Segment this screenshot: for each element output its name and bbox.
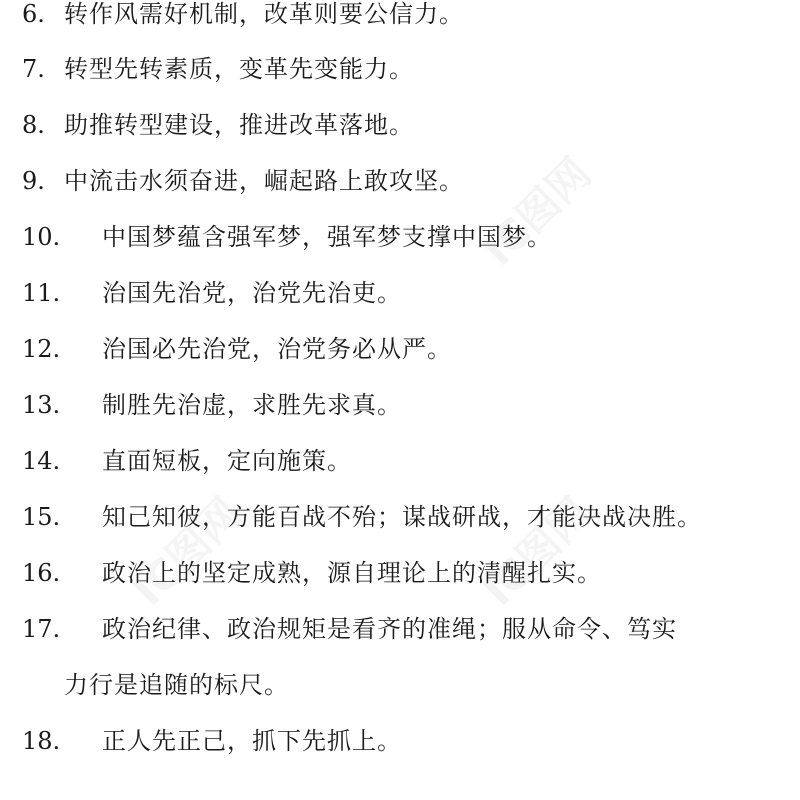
item-text: 直面短板，定向施策。 [102, 447, 352, 475]
item-text: 正人先正己，抓下先抓上。 [102, 727, 402, 755]
item-text: 治国必先治党，治党务必从严。 [102, 335, 452, 363]
watermark: IC图网 [473, 488, 601, 616]
item-text: 制胜先治虚，求胜先求真。 [102, 391, 402, 419]
item-text: 中流击水须奋进，崛起路上敢攻坚。 [64, 167, 464, 195]
item-text: 知己知彼，方能百战不殆；谋战研战，才能决战决胜。 [102, 503, 702, 531]
item-number: 7. [22, 55, 45, 83]
item-number: 14. [22, 447, 61, 475]
list-item [0, 719, 800, 763]
list-item [0, 327, 800, 371]
list-item [0, 215, 800, 259]
item-number: 8. [22, 111, 45, 139]
list-item [0, 271, 800, 315]
list-item [0, 607, 800, 651]
item-text: 转型先转素质，变革先变能力。 [64, 55, 414, 83]
item-number: 16. [22, 559, 61, 587]
watermark: IC图网 [123, 488, 251, 616]
list-item-continuation [0, 663, 800, 707]
item-number: 11. [22, 279, 61, 307]
list-item [0, 383, 800, 427]
item-number: 17. [22, 615, 61, 643]
list-item [0, 103, 800, 147]
list-item [0, 495, 800, 539]
item-number: 18. [22, 727, 61, 755]
item-text: 中国梦蕴含强军梦，强军梦支撑中国梦。 [102, 223, 552, 251]
list-item [0, 439, 800, 483]
list-item [0, 0, 800, 36]
item-text: 治国先治党，治党先治吏。 [102, 279, 402, 307]
item-text: 政治纪律、政治规矩是看齐的准绳；服从命令、笃实 [102, 615, 677, 643]
item-number: 15. [22, 503, 61, 531]
item-text-continuation: 力行是追随的标尺。 [64, 671, 289, 699]
item-text: 政治上的坚定成熟，源自理论上的清醒扎实。 [102, 559, 602, 587]
watermark: IC图网 [473, 148, 601, 276]
item-text: 助推转型建设，推进改革落地。 [64, 111, 414, 139]
item-number: 9. [22, 167, 45, 195]
list-item [0, 159, 800, 203]
list-item [0, 47, 800, 91]
list-item [0, 551, 800, 595]
item-number: 13. [22, 391, 61, 419]
item-number: 12. [22, 335, 61, 363]
item-number: 10. [22, 223, 61, 251]
item-number: 6. [22, 0, 45, 28]
item-text: 转作风需好机制，改革则要公信力。 [64, 0, 464, 28]
